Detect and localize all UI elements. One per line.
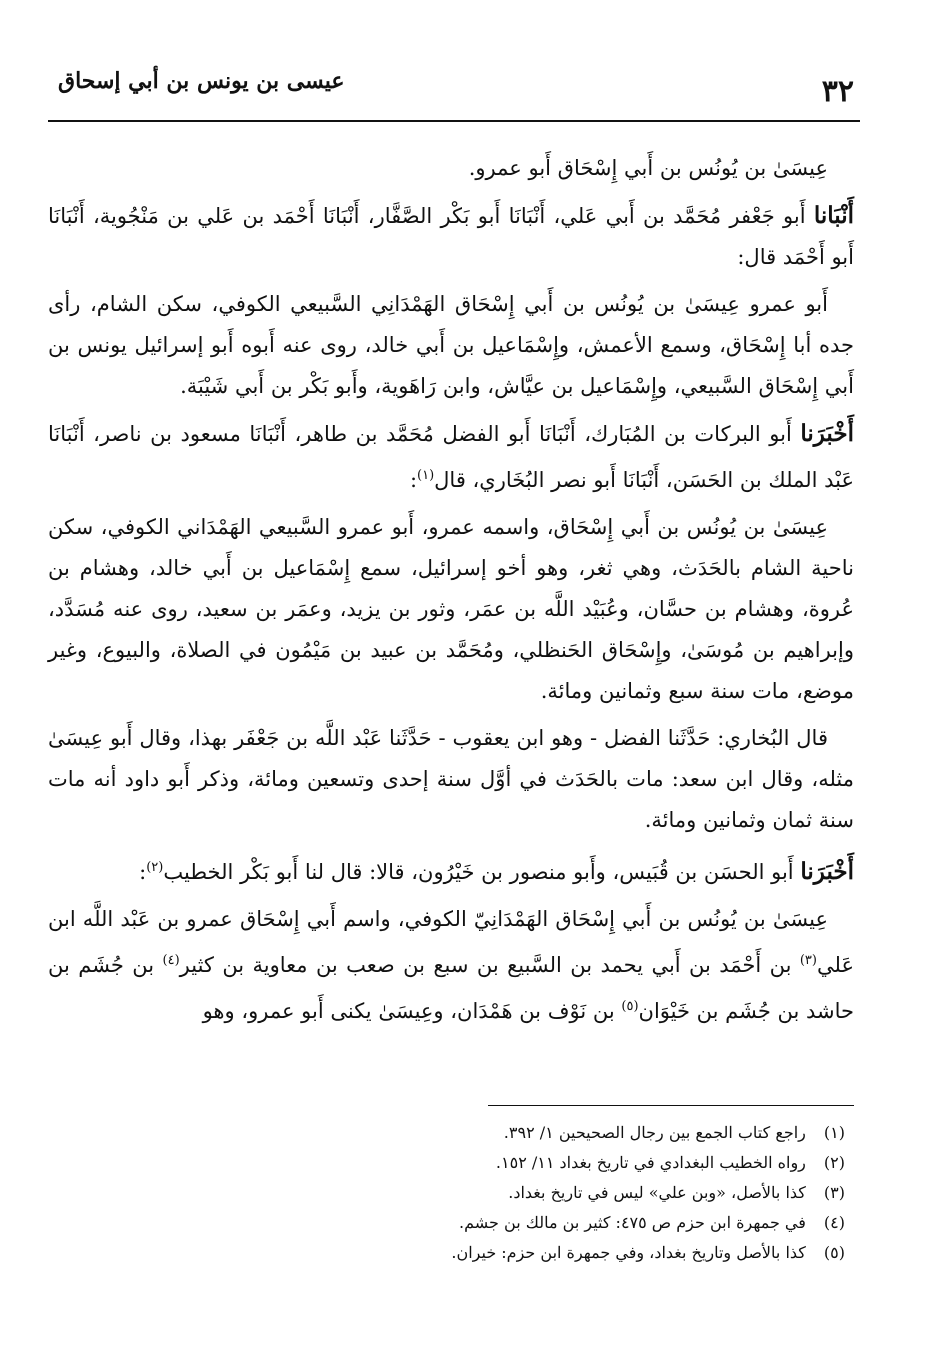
biography-text: أَبو عمرو عِيسَىٰ بن يُونُس بن أَبي إِسْحَاق الهَمْدَانِي السَّبيعي الكوفي، سكن الشام، رأى جده أبا إِسْحَاق، وسمع الأعمش، وإِسْمَاعيل بن أَبي خالد، روى عنه أَبوه أَبو إسرائيل يونس بن أَبي إِسْحَاق السَّبيعي، وإِسْمَاعيل بن عيَّاش، وابن رَاهَوية، وأَبو بَكْر بن أَبي شَيْبَة. xyxy=(48,292,854,398)
footnote-number: (٥) xyxy=(823,1243,845,1262)
biography-text: بن أَحْمَد بن أَبي يحمد بن السَّبيع بن سبع بن صعب بن معاوية بن كثير xyxy=(179,953,792,977)
footnote-text: كذا بالأصل، «وبن علي» ليس في تاريخ بغداد. xyxy=(508,1183,806,1202)
footnote-number: (٤) xyxy=(823,1213,845,1232)
footnote-2 xyxy=(300,1148,845,1178)
entry-name: عِيسَىٰ بن يُونُس بن أَبي إِسْحَاق أَبو عمرو. xyxy=(468,156,828,180)
footnote-ref-3[interactable]: (٣) xyxy=(799,953,817,968)
footnote-1 xyxy=(300,1118,845,1148)
biography-text: بن جُشَم بن حاشد بن جُشَم بن خَيْوَان xyxy=(48,953,854,1023)
header-rule xyxy=(48,120,860,122)
footnote-ref-2[interactable]: (٢) xyxy=(146,860,164,875)
footnote-text: راجع كتاب الجمع بين رجال الصحيحين ١/ ٣٩٢. xyxy=(503,1123,806,1142)
footnote-3 xyxy=(300,1178,845,1208)
isnad-lead-word: أَخْبَرَنا xyxy=(800,858,854,885)
footnote-number: (١) xyxy=(823,1123,845,1142)
paragraph-biography-2 xyxy=(48,507,854,712)
paragraph-isnad-1 xyxy=(48,195,854,278)
isnad-text: أَبو الحسَن بن قُبَيس، وأَبو منصور بن خَيْرُون، قالا: قال لنا أَبو بَكْر الخطيب xyxy=(163,860,794,884)
paragraph-isnad-2 xyxy=(48,413,854,501)
paragraph-isnad-3 xyxy=(48,847,854,893)
punctuation: : xyxy=(409,468,418,492)
main-text xyxy=(48,148,854,1038)
footnote-ref-5[interactable]: (٥) xyxy=(621,999,639,1014)
footnote-ref-1[interactable]: (١) xyxy=(417,468,435,483)
paragraph-biography-3 xyxy=(48,718,854,841)
isnad-text: أَبو البركات بن المُبَارك، أَنْبَانَا أَبو الفضل مُحَمَّد بن طاهر، أَنْبَانَا مسعود بن ناصر، أَنْبَانَا عَبْد الملك بن الحَسَن، أَنْبَانَا أَبو نصر البُخَاري، قال xyxy=(48,422,854,492)
isnad-lead-word: أَنْبَانا xyxy=(813,202,854,229)
biography-text: قال البُخاري: حَدَّثَنا الفضل - وهو ابن يعقوب - حَدَّثَنا عَبْد اللَّه بن جَعْفَر بهذا، وقال أَبو عِيسَىٰ مثله، وقال ابن سعد: مات بالحَدَث في أوَّل سنة إحدى وتسعين ومائة، وذكر أَبو داود أنه مات سنة ثمان وثمانين ومائة. xyxy=(48,726,854,832)
footnote-5 xyxy=(300,1238,845,1268)
footnote-text: في جمهرة ابن حزم ص ٤٧٥: كثير بن مالك بن جشم. xyxy=(459,1213,806,1232)
biography-text: عِيسَىٰ بن يُونُس بن أَبي إِسْحَاق، واسمه عمرو، أَبو عمرو السَّبيعي الهَمْدَاني الكوفي، سكن ناحية الشام بالحَدَث، وهي ثغر، وهو أخو إسرائيل، سمع إِسْمَاعيل بن أَبي خالد، وهشام بن عُروة، وهشام بن حسَّان، وعُبَيْد اللَّه بن عمَر، وثور بن يزيد، وعمَر بن سعيد، روى عنه مُسَدَّد، وإبراهيم بن مُوسَىٰ، وإِسْحَاق الحَنظلي، ومُحَمَّد بن عبيد بن مَيْمُون في الصلاة، والبيوع، وغير موضع، مات سنة سبع وثمانين ومائة. xyxy=(48,515,854,703)
footnotes xyxy=(300,1118,845,1268)
biography-text: عِيسَىٰ بن يُونُس بن أَبي إِسْحَاق الهَمْدَانِيّ الكوفي، واسم أَبي إِسْحَاق عمرو بن عَبْد اللَّه ابن عَلي xyxy=(48,907,854,977)
isnad-text: أَبو جَعْفر مُحَمَّد بن أَبي عَلي، أَنْبَانَا أَبو بَكْر الصَّفَّار، أَنْبَانَا أَحْمَد بن عَلي بن مَنْجُوية، أَنْبَانَا أَبو أَحْمَد قال: xyxy=(48,204,854,269)
page-number: ٣٢ xyxy=(821,74,854,109)
footnote-ref-4[interactable]: (٤) xyxy=(162,953,180,968)
footnote-number: (٢) xyxy=(823,1153,845,1172)
footnotes-rule xyxy=(488,1105,854,1106)
punctuation: : xyxy=(139,860,147,884)
paragraph-heading-entry xyxy=(48,148,854,189)
page-header xyxy=(48,60,854,118)
paragraph-biography-1 xyxy=(48,284,854,407)
footnote-4 xyxy=(300,1208,845,1238)
footnote-text: كذا بالأصل وتاريخ بغداد، وفي جمهرة ابن حزم: خيران. xyxy=(451,1243,806,1262)
running-title: عيسى بن يونس بن أبي إسحاق xyxy=(58,68,345,94)
paragraph-biography-4 xyxy=(48,899,854,1032)
footnote-text: رواه الخطيب البغدادي في تاريخ بغداد ١١/ ١٥٢. xyxy=(495,1153,806,1172)
biography-text: بن نَوْف بن هَمْدَان، وعِيسَىٰ يكنى أَبو عمرو، وهو xyxy=(202,999,615,1023)
footnote-number: (٣) xyxy=(823,1183,845,1202)
isnad-lead-word: أَخْبَرَنا xyxy=(800,420,854,447)
